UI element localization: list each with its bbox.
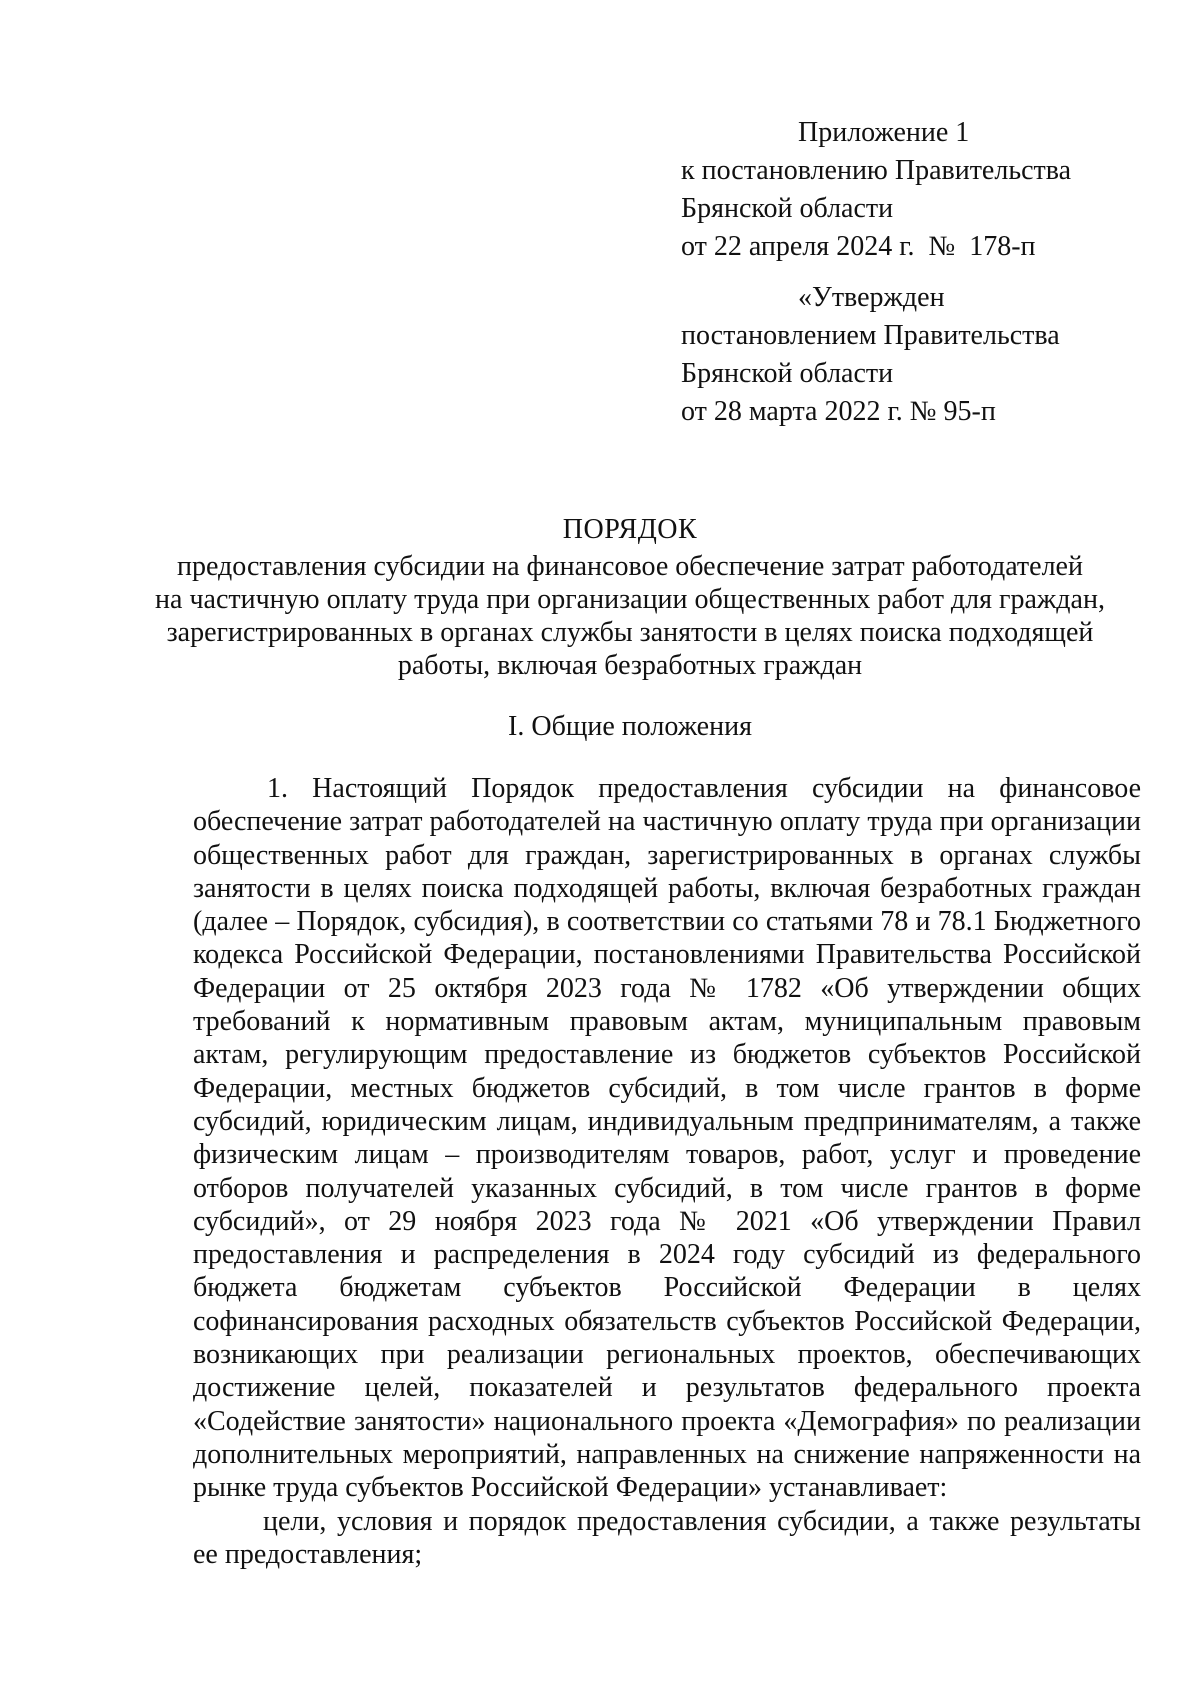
document-title-block [150, 510, 1110, 682]
subtitle-line-2: на частичную оплату труда при организации общественных работ для граждан, [155, 584, 1105, 615]
approval-line-4: от 28 марта 2022 г. № 95-п [681, 396, 996, 427]
section-heading: I. Общие положения [508, 711, 752, 742]
appendix-block [681, 114, 1071, 266]
approval-line-2: постановлением Правительства [681, 320, 1060, 351]
appendix-line-3: Брянской области [681, 193, 894, 224]
approval-line-1: «Утвержден [798, 282, 945, 313]
paragraph-2: цели, условия и порядок предоставления субсидии, а также результаты ее предоставления; [193, 1505, 1141, 1570]
approval-block [681, 279, 1060, 431]
subtitle-line-3: зарегистрированных в органах службы занятости в целях поиска подходящей [166, 617, 1094, 648]
document-subtitle [150, 550, 1110, 682]
subtitle-line-1: предоставления субсидии на финансовое обеспечение затрат работодателей [177, 551, 1083, 582]
appendix-line-2: к постановлению Правительства [681, 155, 1072, 186]
paragraph-1: 1. Настоящий Порядок предоставления субсидии на финансовое обеспечение затрат работодателей на частичную оплату труда при организации общественных работ для граждан, зарегистрированных в органах службы занятости в целях поиска подходящей работы, включая безработных граждан (далее – Порядок, субсидия), в соответствии со статьями 78 и 78.1 Бюджетного кодекса Российской Федерации, постановлениями Правительства Российской Федерации от 25 октября 2023 года № 1782 «Об утверждении общих требований к нормативным правовым актам, муниципальным правовым актам, регулирующим предоставление из бюджетов субъектов Российской Федерации, местных бюджетов субсидий, в том числе грантов в форме субсидий, юридическим лицам, индивидуальным предпринимателям, а также физическим лицам – производителям товаров, работ, услуг и проведение отборов получателей указанных субсидий, в том числе грантов в форме субсидий», от 29 ноября 2023 года № 2021 «Об утверждении Правил предоставления и распределения в 2024 году субсидий из федерального бюджета бюджетам субъектов Российской Федерации в целях софинансирования расходных обязательств субъектов Российской Федерации, возникающих при реализации региональных проектов, обеспечивающих достижение целей, показателей и результатов федерального проекта «Содействие занятости» национального проекта «Демография» по реализации дополнительных мероприятий, направленных на снижение напряженности на рынке труда субъектов Российской Федерации» устанавливает: [193, 773, 1141, 1504]
approval-line-3: Брянской области [681, 358, 894, 389]
body-text [193, 772, 1141, 1571]
subtitle-line-4: работы, включая безработных граждан [397, 650, 863, 681]
appendix-line-4: от 22 апреля 2024 г. № 178-п [681, 231, 1036, 262]
appendix-line-1: Приложение 1 [798, 117, 970, 148]
document-title: ПОРЯДОК [562, 514, 698, 545]
